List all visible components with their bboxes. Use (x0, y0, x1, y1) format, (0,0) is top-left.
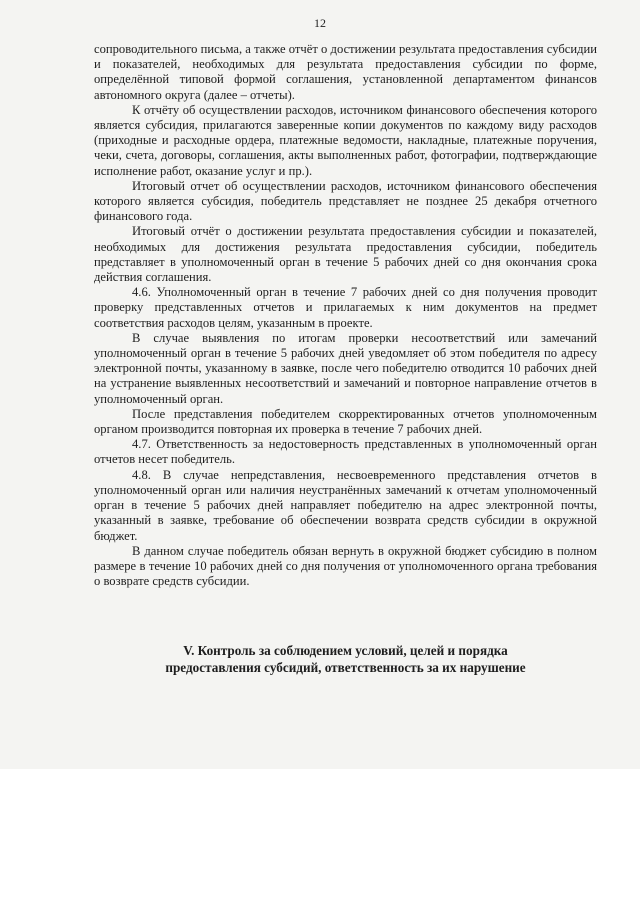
section-heading (94, 642, 597, 676)
paragraph-4-7: 4.7. Ответственность за недостоверность представленных в уполномоченный орган отчетов несет победитель. (94, 437, 597, 467)
paragraph-expense-report-attachments: К отчёту об осуществлении расходов, источником финансового обеспечения которого является субсидия, прилагаются заверенные копии документов по каждому виду расходов (приходные и расходные ордера, платежные ведомости, накладные, платежные поручения, чеки, счета, договоры, соглашения, акты выполненных работ, фотографии, подтверждающие исполнение работ, оказание услуг и пр.). (94, 102, 597, 178)
body-text (94, 42, 597, 589)
paragraph-final-expense-report: Итоговый отчет об осуществлении расходов, источником финансового обеспечения которого является субсидия, победитель представляет не позднее 25 декабря отчетного финансового года. (94, 178, 597, 224)
paragraph-4-6: 4.6. Уполномоченный орган в течение 7 рабочих дней со дня получения проводит проверку представленных отчетов и прилагаемых к ним документов на предмет соответствия расходов целям, указанным в проекте. (94, 285, 597, 330)
paragraph-continuation: сопроводительного письма, а также отчёт о достижении результата предоставления субсидии и показателей, необходимых для результата предоставления субсидии по форме, определённой типовой формой соглашения, установленной департаментом финансов автономного округа (далее – отчеты). (94, 42, 597, 102)
paragraph-refund: В данном случае победитель обязан вернуть в окружной бюджет субсидию в полном размере в течение 10 рабочих дней со дня получения от уполномоченного органа требования о возврате средств субсидии. (94, 543, 597, 589)
section-heading-line-1: V. Контроль за соблюдением условий, целей и порядка (183, 643, 508, 658)
page-number: 12 (314, 16, 326, 30)
section-heading-line-2: предоставления субсидий, ответственность за их нарушение (165, 660, 526, 675)
paragraph-final-result-report: Итоговый отчёт о достижении результата предоставления субсидии и показателей, необходимых для достижения результата предоставления субсидии, победитель представляет в уполномоченный орган в течение 5 рабочих дней со дня окончания срока действия соглашения. (94, 224, 597, 285)
paragraph-discrepancies: В случае выявления по итогам проверки несоответствий или замечаний уполномоченный орган в течение 5 рабочих дней уведомляет об этом победителя по адресу электронной почты, указанному в заявке, после чего победителю отводится 10 рабочих дней на устранение выявленных несоответствий и замечаний и повторное направление отчетов в уполномоченный орган. (94, 330, 597, 406)
paragraph-repeat-check: После представления победителем скорректированных отчетов уполномоченным органом производится повторная их проверка в течение 7 рабочих дней. (94, 406, 597, 437)
paragraph-4-8: 4.8. В случае непредставления, несвоевременного представления отчетов в уполномоченный орган или наличия неустранённых замечаний к отчетам уполномоченный орган в течение 5 рабочих дней направляет победителю на адрес электронной почты, указанный в заявке, требование об обеспечении возврата средств субсидии в окружной бюджет. (94, 467, 597, 543)
